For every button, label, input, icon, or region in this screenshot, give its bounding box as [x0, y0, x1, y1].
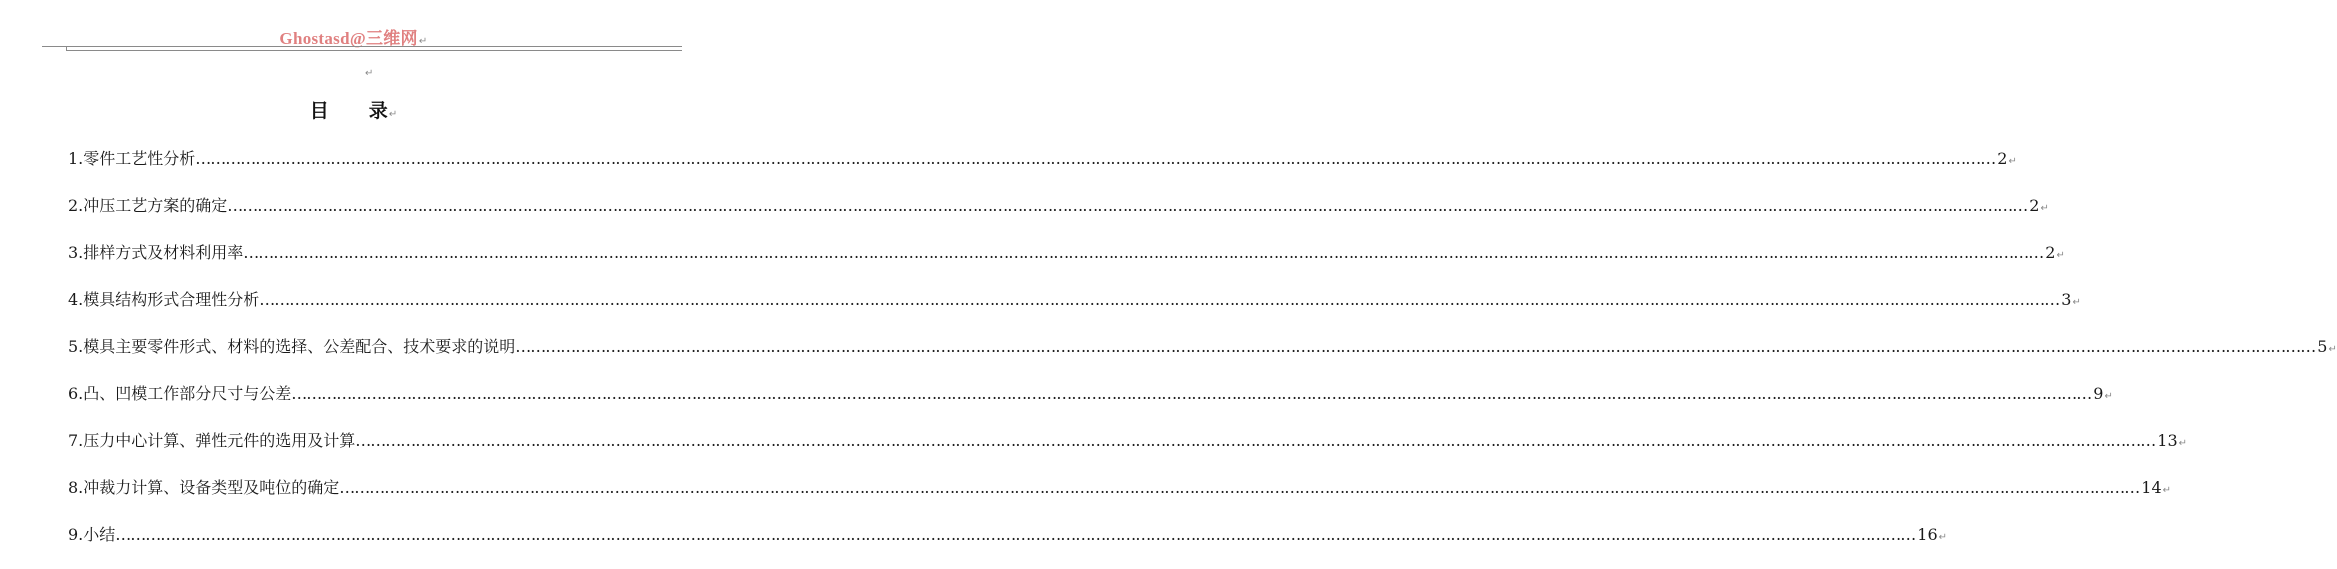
toc-entry[interactable] [68, 334, 2337, 381]
toc-entry-page: 3 [2061, 290, 2072, 309]
toc-entry-text: 7.压力中心计算、弹性元件的选用及计算 [68, 431, 356, 450]
toc-title-right: 录 [368, 100, 388, 122]
toc-title [0, 96, 707, 123]
toc-entry[interactable] [68, 193, 2049, 240]
header-rule-bottom [66, 50, 682, 51]
toc-entry-page: 13 [2157, 431, 2178, 450]
toc-entry-text: 2.冲压工艺方案的确定 [68, 196, 228, 215]
paragraph-mark-icon: ↵ [1938, 532, 1948, 543]
toc-entry-page: 2 [1997, 149, 2008, 168]
toc-list [68, 146, 2337, 569]
paragraph-mark-icon: ↵ [418, 36, 428, 47]
paragraph-mark-icon: ↵ [388, 109, 398, 120]
toc-entry-text: 3.排样方式及材料利用率 [68, 243, 244, 262]
toc-entry-page: 9 [2093, 384, 2104, 403]
paragraph-mark-icon: ↵ [2162, 485, 2172, 496]
paragraph-mark-icon: ↵ [2008, 156, 2017, 167]
toc-entry-page: 16 [1917, 525, 1938, 544]
toc-entry-page: 2 [2045, 243, 2056, 262]
header-text: Ghostasd@三维网 [279, 29, 418, 48]
paragraph-mark-icon: ↵ [2072, 297, 2081, 308]
toc-leader-dots: ……………………………………………………………………………………………………………………………………………………………………………………………………………………………………………………………………………………………………………………………… [339, 478, 2140, 497]
toc-leader-dots: ……………………………………………………………………………………………………………………………………………………………………………………………………………………………………………………………………………………………………………………………… [515, 337, 2316, 356]
toc-entry-page: 2 [2029, 196, 2040, 215]
toc-entry[interactable] [68, 428, 2188, 475]
paragraph-mark-icon: ↵ [2178, 438, 2188, 449]
toc-entry-text: 9.小结 [68, 525, 116, 544]
toc-leader-dots: ……………………………………………………………………………………………………………………………………………………………………………………………………………………………………………………………………………………………………………………………… [227, 196, 2028, 215]
toc-entry-page: 5 [2317, 337, 2328, 356]
toc-entry-text: 8.冲裁力计算、设备类型及吨位的确定 [68, 478, 340, 497]
paragraph-mark-icon: ↵ [2040, 203, 2049, 214]
toc-leader-dots: ……………………………………………………………………………………………………………………………………………………………………………………………………………………………………………………………………………………………………………………………… [259, 290, 2060, 309]
toc-entry[interactable] [68, 475, 2172, 522]
toc-entry[interactable] [68, 240, 2065, 287]
toc-entry-text: 6.凸、凹模工作部分尺寸与公差 [68, 384, 292, 403]
toc-entry[interactable] [68, 381, 2113, 428]
toc-entry[interactable] [68, 287, 2081, 334]
toc-leader-dots: ……………………………………………………………………………………………………………………………………………………………………………………………………………………………………………………………………………………………………………………………… [243, 243, 2044, 262]
empty-paragraph-mark-icon: ↵ [365, 68, 374, 79]
toc-entry-text: 5.模具主要零件形式、材料的选择、公差配合、技术要求的说明 [68, 337, 516, 356]
toc-entry[interactable] [68, 146, 2017, 193]
paragraph-mark-icon: ↵ [2104, 391, 2113, 402]
toc-entry-text: 4.模具结构形式合理性分析 [68, 290, 260, 309]
toc-entry-text: 1.零件工艺性分析 [68, 149, 196, 168]
toc-title-left: 目 [309, 100, 329, 122]
toc-entry-page: 14 [2141, 478, 2162, 497]
paragraph-mark-icon: ↵ [2328, 344, 2337, 355]
toc-leader-dots: ……………………………………………………………………………………………………………………………………………………………………………………………………………………………………………………………………………………………………………………………… [195, 149, 1996, 168]
toc-leader-dots: ……………………………………………………………………………………………………………………………………………………………………………………………………………………………………………………………………………………………………………………………… [291, 384, 2092, 403]
paragraph-mark-icon: ↵ [2056, 250, 2065, 261]
header-rule-top [42, 46, 682, 47]
toc-leader-dots: ……………………………………………………………………………………………………………………………………………………………………………………………………………………………………………………………………………………………………………………………… [115, 525, 1916, 544]
toc-entry[interactable] [68, 522, 1948, 569]
toc-leader-dots: ……………………………………………………………………………………………………………………………………………………………………………………………………………………………………………………………………………………………………………………………… [355, 431, 2156, 450]
